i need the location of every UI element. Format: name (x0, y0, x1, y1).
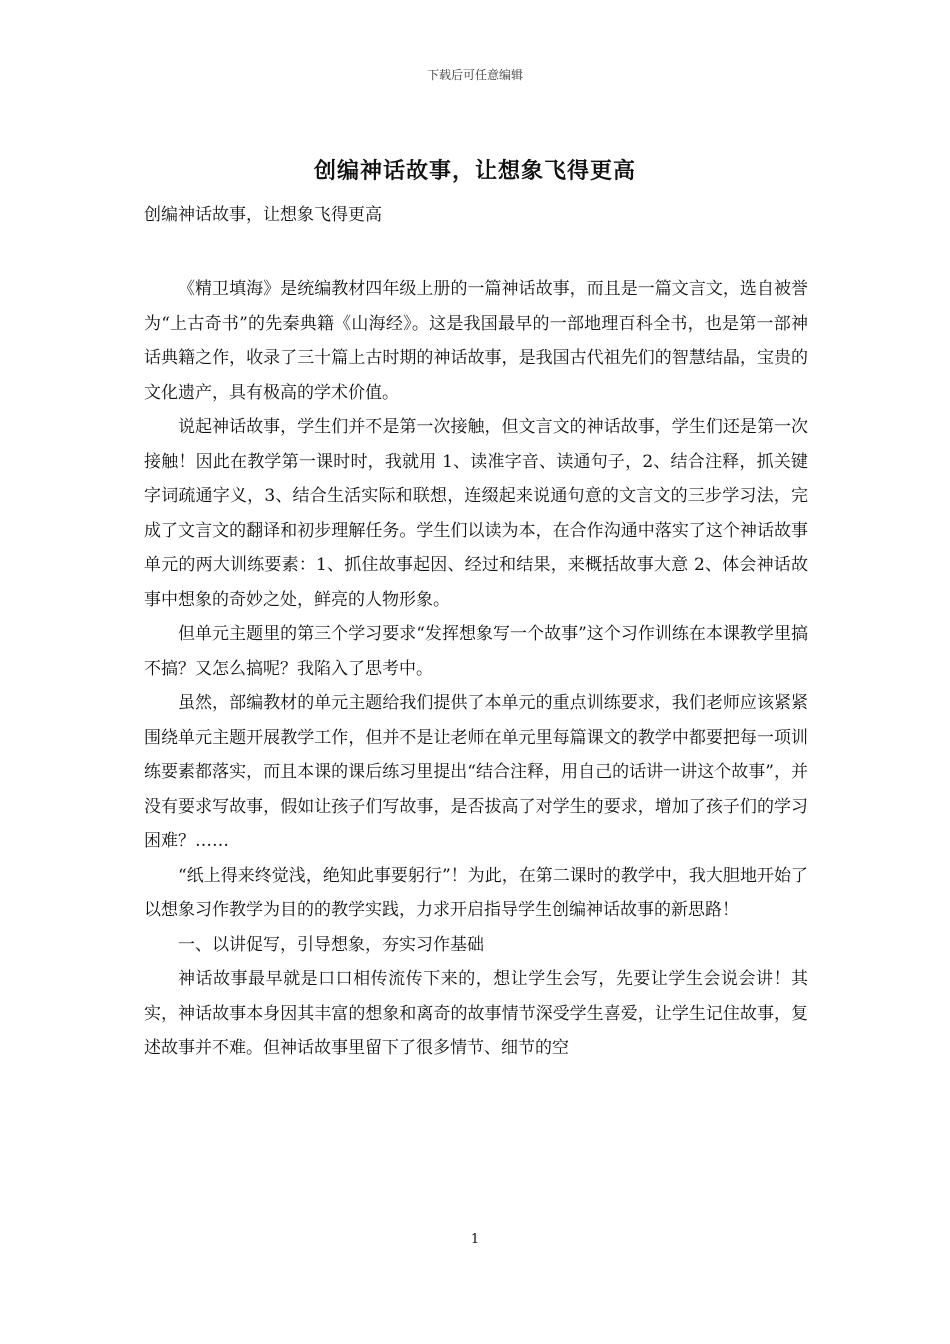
page-number: 1 (470, 1232, 480, 1247)
paragraph: 《精卫填海》是统编教材四年级上册的一篇神话故事，而且是一篇文言文，选自被誉为“上古奇书”的先秦典籍《山海经》。这是我国最早的一部地理百科全书，也是第一部神话典籍之作，收录了三十篇上古时期的神话故事，是我国古代祖先们的智慧结晶，宝贵的文化遗产，具有极高的学术价值。 (144, 279, 808, 403)
paragraph: 神话故事最早就是口口相传流传下来的，想让学生会写，先要让学生会说会讲！其实，神话故事本身因其丰富的想象和离奇的故事情节深受学生喜爱，让学生记住故事，复述故事并不难。但神话故事里留下了很多情节、细节的空 (144, 969, 808, 1058)
section-heading: 一、以讲促写，引导想象，夯实习作基础 (178, 934, 484, 955)
document-body (144, 272, 808, 1066)
header-note: 下载后可任意编辑 (426, 68, 523, 82)
paragraph: “纸上得来终觉浅，绝知此事要躬行”！为此，在第二课时的教学中，我大胆地开始了以想象习作教学为目的的教学实践，力求开启指导学生创编神话故事的新思路！ (144, 865, 808, 920)
paragraph: 但单元主题里的第三个学习要求“发挥想象写一个故事”这个习作训练在本课教学里搞不搞？又怎么搞呢？我陷入了思考中。 (144, 624, 808, 679)
paragraph: 虽然，部编教材的单元主题给我们提供了本单元的重点训练要求，我们老师应该紧紧围绕单元主题开展教学工作，但并不是让老师在单元里每篇课文的教学中都要把每一项训练要素都落实，而且本课的课后练习里提出“结合注释，用自己的话讲一讲这个故事”，并没有要求写故事，假如让孩子们写故事，是否拔高了对学生的要求，增加了孩子们的学习困难？…… (144, 693, 808, 851)
document-title: 创编神话故事，让想象飞得更高 (313, 158, 636, 184)
document-subtitle: 创编神话故事，让想象飞得更高 (144, 205, 382, 225)
paragraph: 说起神话故事，学生们并不是第一次接触，但文言文的神话故事，学生们还是第一次接触！因此在教学第一课时时，我就用 1、读准字音、读通句子，2、结合注释，抓关键字词疏通字义，3、结合生活实际和联想，连缀起来说通句意的文言文的三步学习法，完成了文言文的翻译和初步理解任务。学生们以读为本，在合作沟通中落实了这个神话故事单元的两大训练要素：1、抓住故事起因、经过和结果，来概括故事大意 2、体会神话故事中想象的奇妙之处，鲜亮的人物形象。 (144, 417, 808, 610)
